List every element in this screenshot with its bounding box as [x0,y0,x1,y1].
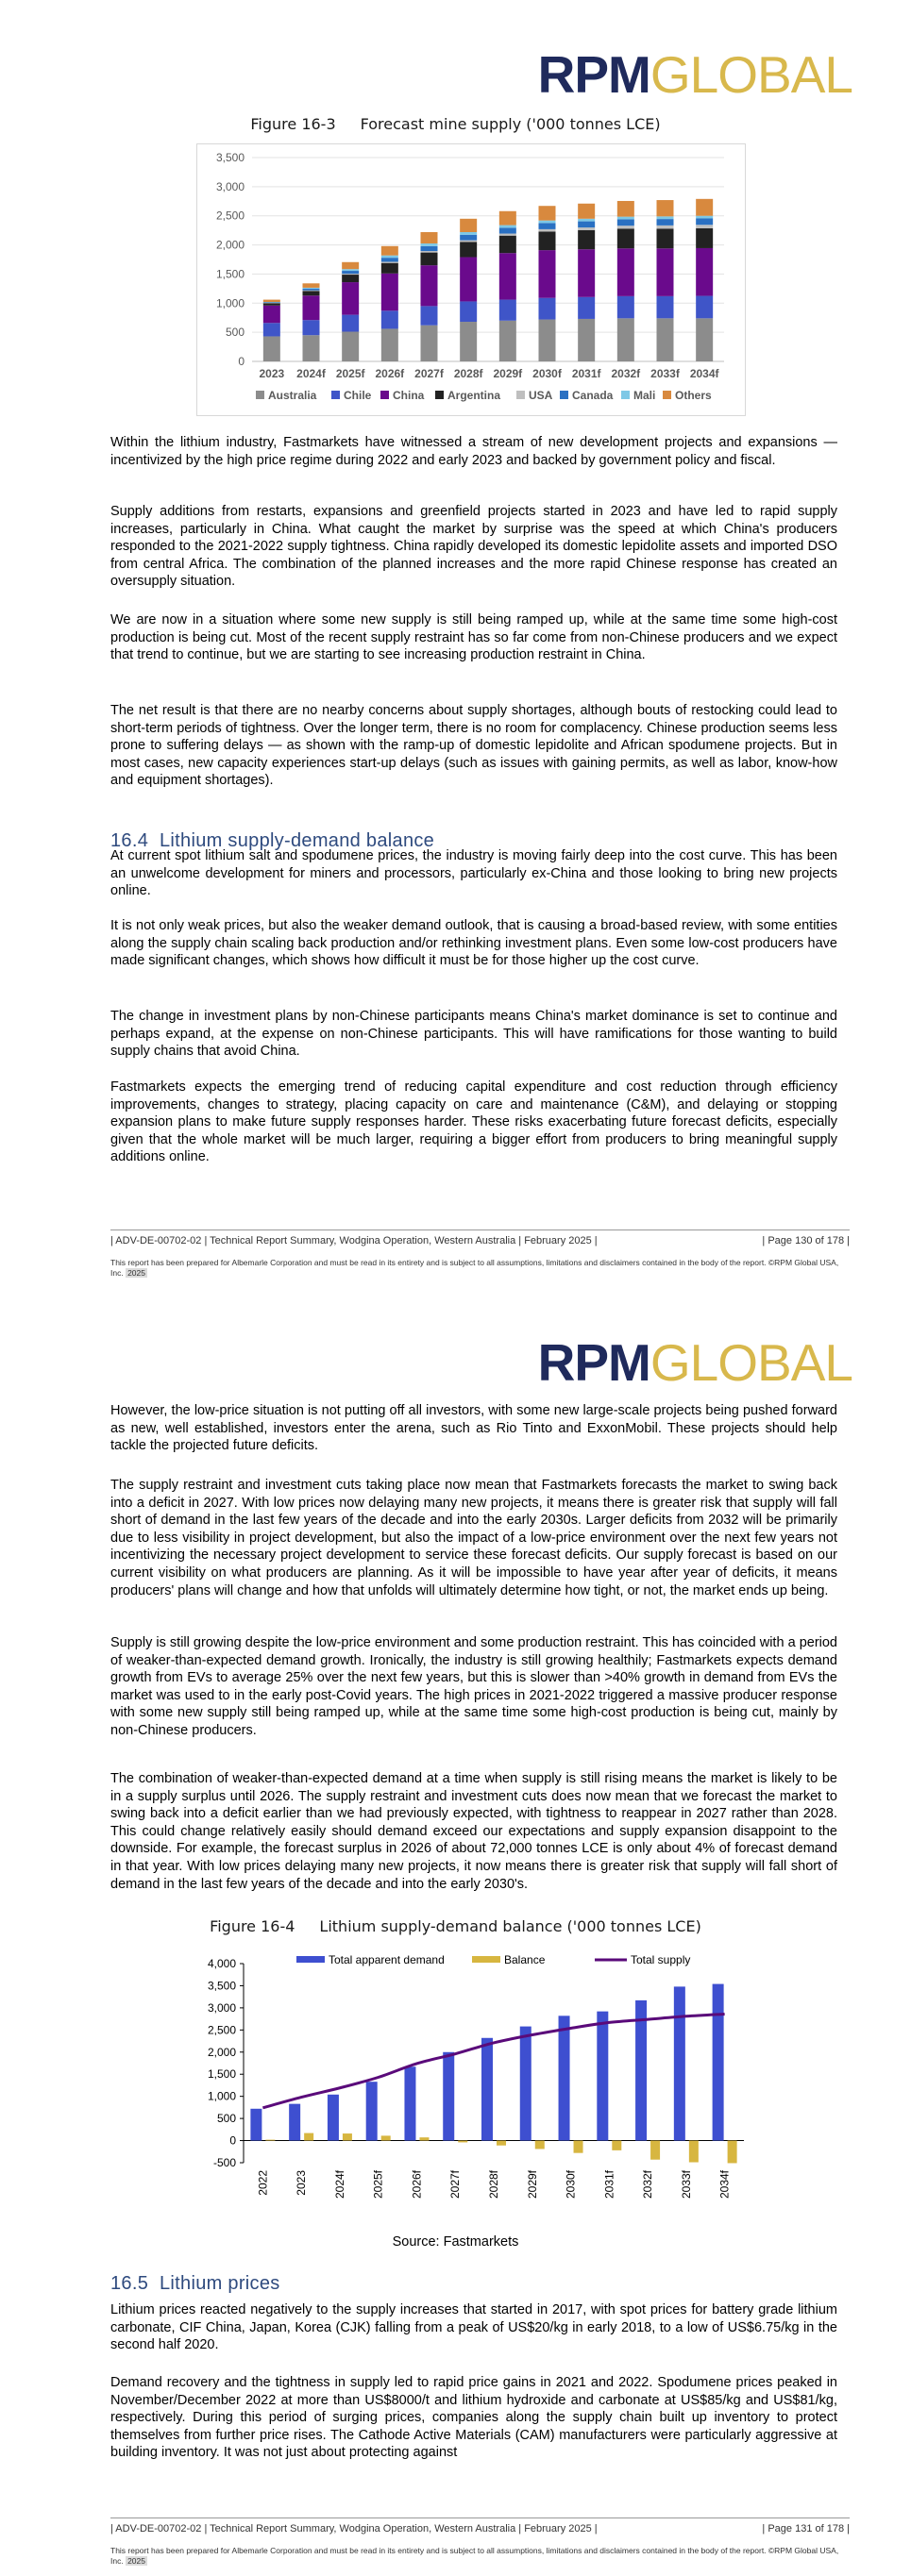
x-tick-label: 2023 [259,367,285,380]
bar-segment-usa [617,226,634,228]
x-tick-label: 2027f [448,2170,463,2200]
mine-supply-chart-frame [196,143,746,416]
figure-source: Source: Fastmarkets [392,2234,519,2250]
x-tick-label: 2025f [335,367,365,380]
supply-demand-balance-chart [189,1947,755,2220]
bar-total-apparent-demand [559,2016,570,2140]
figure-number: Figure 16-4 [210,1917,295,1935]
bar-total-apparent-demand [597,2012,608,2141]
bar-segment-argentina [460,242,477,257]
bar-balance [535,2141,545,2149]
bar-segment-australia [381,328,398,361]
page-footer [110,2523,850,2534]
x-tick-label: 2034f [689,367,719,380]
bar-segment-canada [499,227,516,233]
x-tick-label: 2029f [525,2170,539,2200]
y-tick-label: 3,500 [215,151,245,164]
page-footer [110,1235,850,1246]
bar-balance [650,2141,660,2160]
x-tick-label: 2022 [256,2170,270,2196]
bar-segment-china [263,306,280,324]
legend-swatch [435,391,444,399]
bar-segment-argentina [263,303,280,305]
bar-segment-others [578,204,595,219]
bar-segment-chile [657,296,674,318]
y-tick-label: 500 [225,326,245,340]
figure-title: Lithium supply-demand balance ('000 tonnes LCE) [319,1917,701,1935]
bar-segment-mali [617,217,634,220]
section-heading [110,2273,280,2295]
bar-segment-usa [303,291,320,292]
x-tick-label: 2030f [564,2170,578,2200]
bar-segment-argentina [303,291,320,295]
bar-segment-argentina [421,253,438,266]
bar-segment-others [499,211,516,226]
bar-segment-mali [578,219,595,222]
x-tick-label: 2026f [375,367,405,380]
bar-segment-china [381,274,398,310]
y-tick-label: 1,500 [215,267,245,281]
bar-segment-others [421,232,438,243]
bar-segment-australia [342,332,359,361]
bar-segment-others [657,200,674,216]
bar-segment-china [696,248,713,296]
footer-disclaimer: This report has been prepared for Albemarle Corporation and must be read in its entirety and is subject to all assumptions, limitations and disclaimers contained in the body of the report. ©RPM Global USA, Inc. 2025 [110,1258,839,1278]
y-tick-label: 1,500 [207,2067,236,2082]
bar-segment-china [460,258,477,302]
bar-balance [497,2141,506,2146]
y-tick-label: 2,000 [215,238,245,252]
body-paragraph: Demand recovery and the tightness in supply led to rapid price gains in 2021 and 2022. Spodumene prices peaked in November/December 2022 at more than US$8000/t and lithium hydroxide and carbonate at US$85/kg and US$81/kg, respectively. During this period of surging prices, companies along the supply chain built up inventory to protect themselves from further price rises. The Cathode Active Materials (CAM) manufacturers were particularly aggressive at building inventory. It was not just about protecting against [110,2375,837,2461]
bar-segment-china [421,265,438,306]
bar-segment-mali [381,256,398,258]
footer-divider [110,2517,850,2518]
legend-label: Total supply [631,1953,691,1966]
y-tick-label: 3,500 [207,1979,236,1993]
bar-segment-chile [617,296,634,318]
x-tick-label: 2024f [296,367,326,380]
bar-balance [574,2141,583,2153]
bar-segment-china [303,295,320,320]
bar-segment-chile [381,310,398,328]
x-tick-label: 2032f [641,2170,655,2200]
body-paragraph: Supply is still growing despite the low-price environment and some production restraint. This has coincided with a period of weaker-than-expected demand growth. Ironically, the industry is still growing healthily; Fastmarkets expects demand growth from EVs to average 25% over the next few years, but this is slower than >40% growth in demand from EVs the market was used to in the early post-Covid years. The high prices in 2021-2022 triggered a massive producer response with some new supply still being ramped up, while at the same time some high-cost production is being cut, mainly by non-Chinese producers. [110,1635,837,1738]
bar-segment-usa [657,226,674,228]
bar-balance [612,2141,621,2150]
bar-segment-canada [460,235,477,241]
bar-segment-mali [421,243,438,246]
bar-segment-australia [696,318,713,361]
x-tick-label: 2028f [487,2170,500,2200]
bar-segment-chile [342,315,359,332]
y-tick-label: 2,500 [207,2023,236,2037]
bar-segment-australia [499,321,516,361]
x-tick-label: 2024f [332,2170,346,2200]
bar-segment-canada [539,223,556,228]
bar-balance [728,2141,737,2164]
legend-label: Argentina [447,389,501,402]
bar-segment-australia [460,322,477,361]
footer-divider [110,1229,850,1230]
section-number: 16.5 [110,2273,149,2294]
legend-label: Canada [572,389,614,402]
bar-segment-mali [539,221,556,224]
bar-segment-usa [499,234,516,236]
legend-label: China [393,389,425,402]
bar-balance [265,2140,275,2141]
bar-segment-argentina [578,230,595,249]
section-title: Lithium prices [160,2273,280,2294]
x-tick-label: 2026f [410,2170,424,2200]
bar-segment-china [617,248,634,296]
mine-supply-chart [197,144,745,415]
x-tick-label: 2023 [295,2170,309,2196]
body-paragraph: We are now in a situation where some new supply is still being ramped up, while at the same time some high-cost production is being cut. Most of the recent supply restraint has so far come from non-Chinese producers and we expect that trend to continue, but we are starting to see increasing production restraint in China. [110,612,837,663]
bar-segment-others [263,300,280,302]
bar-segment-china [499,253,516,299]
bar-balance [689,2141,699,2163]
bar-segment-argentina [617,228,634,248]
y-tick-label: 500 [216,2112,236,2126]
bar-segment-canada [342,271,359,274]
report-page-131 [0,1288,911,2576]
body-paragraph: Lithium prices reacted negatively to the supply increases that started in 2017, with spot prices for battery grade lithium carbonate, CIF China, Japan, Korea (CJK) falling from a peak of US$20/kg in early 2018, to a low of US$6.75/kg in the second half 2020. [110,2302,837,2353]
bar-segment-chile [303,320,320,335]
bar-total-apparent-demand [443,2052,454,2141]
bar-segment-mali [657,216,674,219]
x-tick-label: 2032f [611,367,641,380]
bar-segment-china [657,248,674,296]
footer-year: 2025 [127,1268,145,1278]
bar-segment-canada [381,258,398,261]
y-tick-label: 0 [229,2133,236,2148]
legend-swatch [380,391,389,399]
bar-segment-chile [539,298,556,320]
legend-label: Chile [344,389,372,402]
x-tick-label: 2027f [414,367,444,380]
bar-segment-australia [578,319,595,361]
y-tick-label: 2,500 [215,209,245,223]
body-paragraph: Within the lithium industry, Fastmarkets have witnessed a stream of new development projects and expansions — incentivized by the high price regime during 2022 and early 2023 and backed by government policy and fiscal. [110,435,837,468]
bar-segment-others [342,262,359,269]
bar-segment-canada [578,222,595,227]
legend-label: Australia [268,389,317,402]
body-paragraph: The net result is that there are no nearby concerns about supply shortages, although bouts of restocking could lead to short-term periods of tightness. Over the longer term, there is no room for complacency. Chinese production seems less prone to suffering delays — as shown with the ramp-up of domestic lepidolite and African spodumene projects. But in most cases, new capacity experiences start-up delays (such as issues with gaining permits, as well as labor, know-how and equipment shortages). [110,703,837,789]
bar-segment-usa [539,229,556,231]
legend-label: USA [529,389,553,402]
y-tick-label: 1,000 [207,2089,236,2103]
x-tick-label: 2028f [453,367,483,380]
section-number: 16.4 [110,830,149,851]
section-title: Lithium supply-demand balance [160,830,435,851]
bar-segment-usa [696,225,713,228]
legend-swatch [516,391,525,399]
bar-segment-chile [263,323,280,336]
bar-segment-chile [499,300,516,321]
legend-swatch [621,391,630,399]
bar-total-apparent-demand [328,2095,339,2141]
bar-total-apparent-demand [674,1986,685,2140]
bar-balance [419,2137,429,2140]
legend-label: Others [675,389,712,402]
y-tick-label: 3,000 [215,179,245,193]
bar-total-apparent-demand [404,2066,415,2140]
bar-segment-australia [303,335,320,361]
figure-caption [0,115,911,133]
bar-segment-chile [578,297,595,319]
bar-segment-usa [460,241,477,243]
bar-segment-usa [342,274,359,275]
bar-segment-mali [460,232,477,235]
y-tick-label: 2,000 [207,2045,236,2059]
bar-segment-chile [696,296,713,319]
legend-label: Total apparent demand [329,1953,445,1966]
bar-segment-australia [617,318,634,361]
bar-segment-others [539,206,556,220]
bar-segment-canada [263,302,280,303]
footer-page-number: | Page 130 of 178 | [762,1235,850,1246]
footer-document-info: | ADV-DE-00702-02 | Technical Report Summary, Wodgina Operation, Western Australia | February 2025 | [110,1235,598,1246]
rpm-global-logo: RPMGLOBAL [537,45,852,104]
bar-total-apparent-demand [713,1984,724,2141]
bar-segment-australia [263,336,280,361]
body-paragraph: The supply restraint and investment cuts taking place now mean that Fastmarkets forecasts the market to swing back into a deficit in 2027. With low prices now delaying many new projects, it means there is greater risk that supply will fall short of demand in the last few years of the decade and into the early 2030s. Larger deficits from 2032 will be primarily due to less visibility in project development, but also the impact of a low-price environment over the next few years not incentivizing the necessary project development to service these forecast deficits. Our supply forecast is based on our current visibility on what producers are planning. As it will be impossible to have year after year of deficits, it means producers' plans will change and how that unfolds will ultimately determine how tight, or not, the market ends up being. [110,1478,837,1598]
bar-segment-usa [578,227,595,230]
bar-total-apparent-demand [289,2104,300,2141]
legend-swatch [296,1956,325,1963]
bar-total-apparent-demand [366,2082,378,2140]
bar-segment-usa [421,251,438,253]
bar-segment-mali [499,226,516,228]
bar-segment-china [578,249,595,297]
footer-document-info: | ADV-DE-00702-02 | Technical Report Summary, Wodgina Operation, Western Australia | February 2025 | [110,2523,598,2534]
bar-balance [381,2135,391,2140]
x-tick-label: 2030f [532,367,562,380]
bar-segment-canada [421,246,438,251]
bar-balance [458,2141,467,2143]
figure-caption [0,1917,911,1935]
legend-swatch [560,391,568,399]
rpm-global-logo: RPMGLOBAL [537,1333,852,1392]
figure-number: Figure 16-3 [250,115,336,133]
bar-segment-mali [342,269,359,271]
footer-year: 2025 [127,2556,145,2566]
y-tick-label: 1,000 [215,296,245,310]
bar-segment-others [460,219,477,232]
body-paragraph: Supply additions from restarts, expansions and greenfield projects started in 2023 and have led to rapid supply increases, particularly in China. What caught the market by surprise was the speed at which China's producers responded to the 2021-2022 supply tightness. China rapidly developed its domestic lepidolite assets and imported DSO from central Africa. The combination of the planned increases and the more rapid Chinese response has created an oversupply situation. [110,504,837,590]
x-tick-label: 2033f [679,2170,693,2200]
figure-title: Forecast mine supply ('000 tonnes LCE) [360,115,661,133]
bar-segment-argentina [499,236,516,254]
legend-label: Balance [504,1953,546,1966]
x-tick-label: 2034f [717,2170,732,2200]
body-paragraph: The combination of weaker-than-expected demand at a time when supply is still rising means the market is likely to be in a supply surplus until 2026. The supply restraint and investment cuts does now mean that we forecast the market to swing back into a deficit earlier than we had previously expected, with tightness to reappear in 2027 rather than 2028. This could change relatively easily should demand exceed our expectations and supply expansion disappoint to the downside. For example, the forecast surplus in 2026 of about 72,000 tonnes LCE is only about 4% of forecast demand in that year. With low prices delaying many new projects, it now means there is greater risk that supply will fall short of demand in the last few years of the decade and into the early 2030's. [110,1771,837,1892]
x-tick-label: 2033f [650,367,680,380]
bar-segment-canada [303,289,320,291]
bar-segment-china [342,282,359,315]
y-tick-label: 0 [238,355,245,368]
bar-segment-canada [617,219,634,226]
bar-total-apparent-demand [520,2027,531,2141]
bar-segment-mali [303,288,320,289]
y-tick-label: -500 [212,2156,236,2169]
bar-segment-argentina [696,228,713,248]
bar-segment-australia [657,318,674,361]
body-paragraph: It is not only weak prices, but also the weaker demand outlook, that is causing a broad-based review, with some entities along the supply chain scaling back production and/or rethinking investment plans. Even some low-cost producers have made significant changes, which shows how difficult it must be for those higher up the cost curve. [110,918,837,969]
bar-segment-others [617,201,634,217]
body-paragraph: Fastmarkets expects the emerging trend of reducing capital expenditure and cost reduction through efficiency improvements, changes to strategy, placing capacity on care and maintenance (C&M), and delaying or stopping expansion plans to make future supply responses harder. These risks exacerbating future forecast deficits, especially given that the whole market will be much larger, requiring a bigger effort from producers to bring meaningful supply additions online. [110,1079,837,1165]
bar-balance [343,2133,352,2141]
bar-segment-argentina [539,231,556,250]
bar-segment-argentina [381,263,398,274]
y-tick-label: 4,000 [207,1957,236,1970]
footer-page-number: | Page 131 of 178 | [762,2523,850,2534]
bar-segment-chile [421,306,438,325]
bar-segment-australia [539,320,556,361]
x-tick-label: 2031f [602,2170,616,2200]
x-tick-label: 2031f [571,367,601,380]
bar-segment-argentina [657,228,674,248]
x-tick-label: 2025f [371,2170,385,2200]
bar-segment-others [381,246,398,256]
bar-balance [304,2133,313,2141]
y-tick-label: 3,000 [207,2000,236,2015]
legend-label: Mali [633,389,656,402]
bar-segment-chile [460,301,477,322]
bar-segment-others [696,199,713,216]
bar-segment-usa [381,261,398,262]
bar-segment-canada [657,219,674,226]
bar-segment-china [539,250,556,298]
bar-total-apparent-demand [250,2109,261,2141]
bar-total-apparent-demand [481,2038,493,2141]
x-tick-label: 2029f [493,367,523,380]
legend-swatch [256,391,264,399]
legend-swatch [331,391,340,399]
footer-disclaimer: This report has been prepared for Albemarle Corporation and must be read in its entirety and is subject to all assumptions, limitations and disclaimers contained in the body of the report. ©RPM Global USA, Inc. 2025 [110,2546,839,2566]
legend-swatch [472,1956,500,1963]
body-paragraph: At current spot lithium salt and spodumene prices, the industry is moving fairly deep into the cost curve. This has been an unwelcome development for miners and processors, particularly ex-China and those looking to bring new projects online. [110,848,837,899]
body-paragraph: The change in investment plans by non-Chinese participants means China's market dominance is set to continue and perhaps expand, at the expense on non-Chinese participants. This will have ramifications for those wanting to build supply chains that avoid China. [110,1009,837,1060]
bar-segment-canada [696,218,713,225]
bar-segment-argentina [342,275,359,282]
body-paragraph: However, the low-price situation is not putting off all investors, with some new large-scale projects being pushed forward as new, well established, investors enter the arena, such as Rio Tinto and ExxonMobil. These projects should help tackle the projected future deficits. [110,1403,837,1454]
bar-segment-australia [421,326,438,361]
line-total-supply [262,2014,724,2107]
bar-segment-mali [696,216,713,219]
legend-swatch [663,391,671,399]
bar-segment-others [303,283,320,288]
